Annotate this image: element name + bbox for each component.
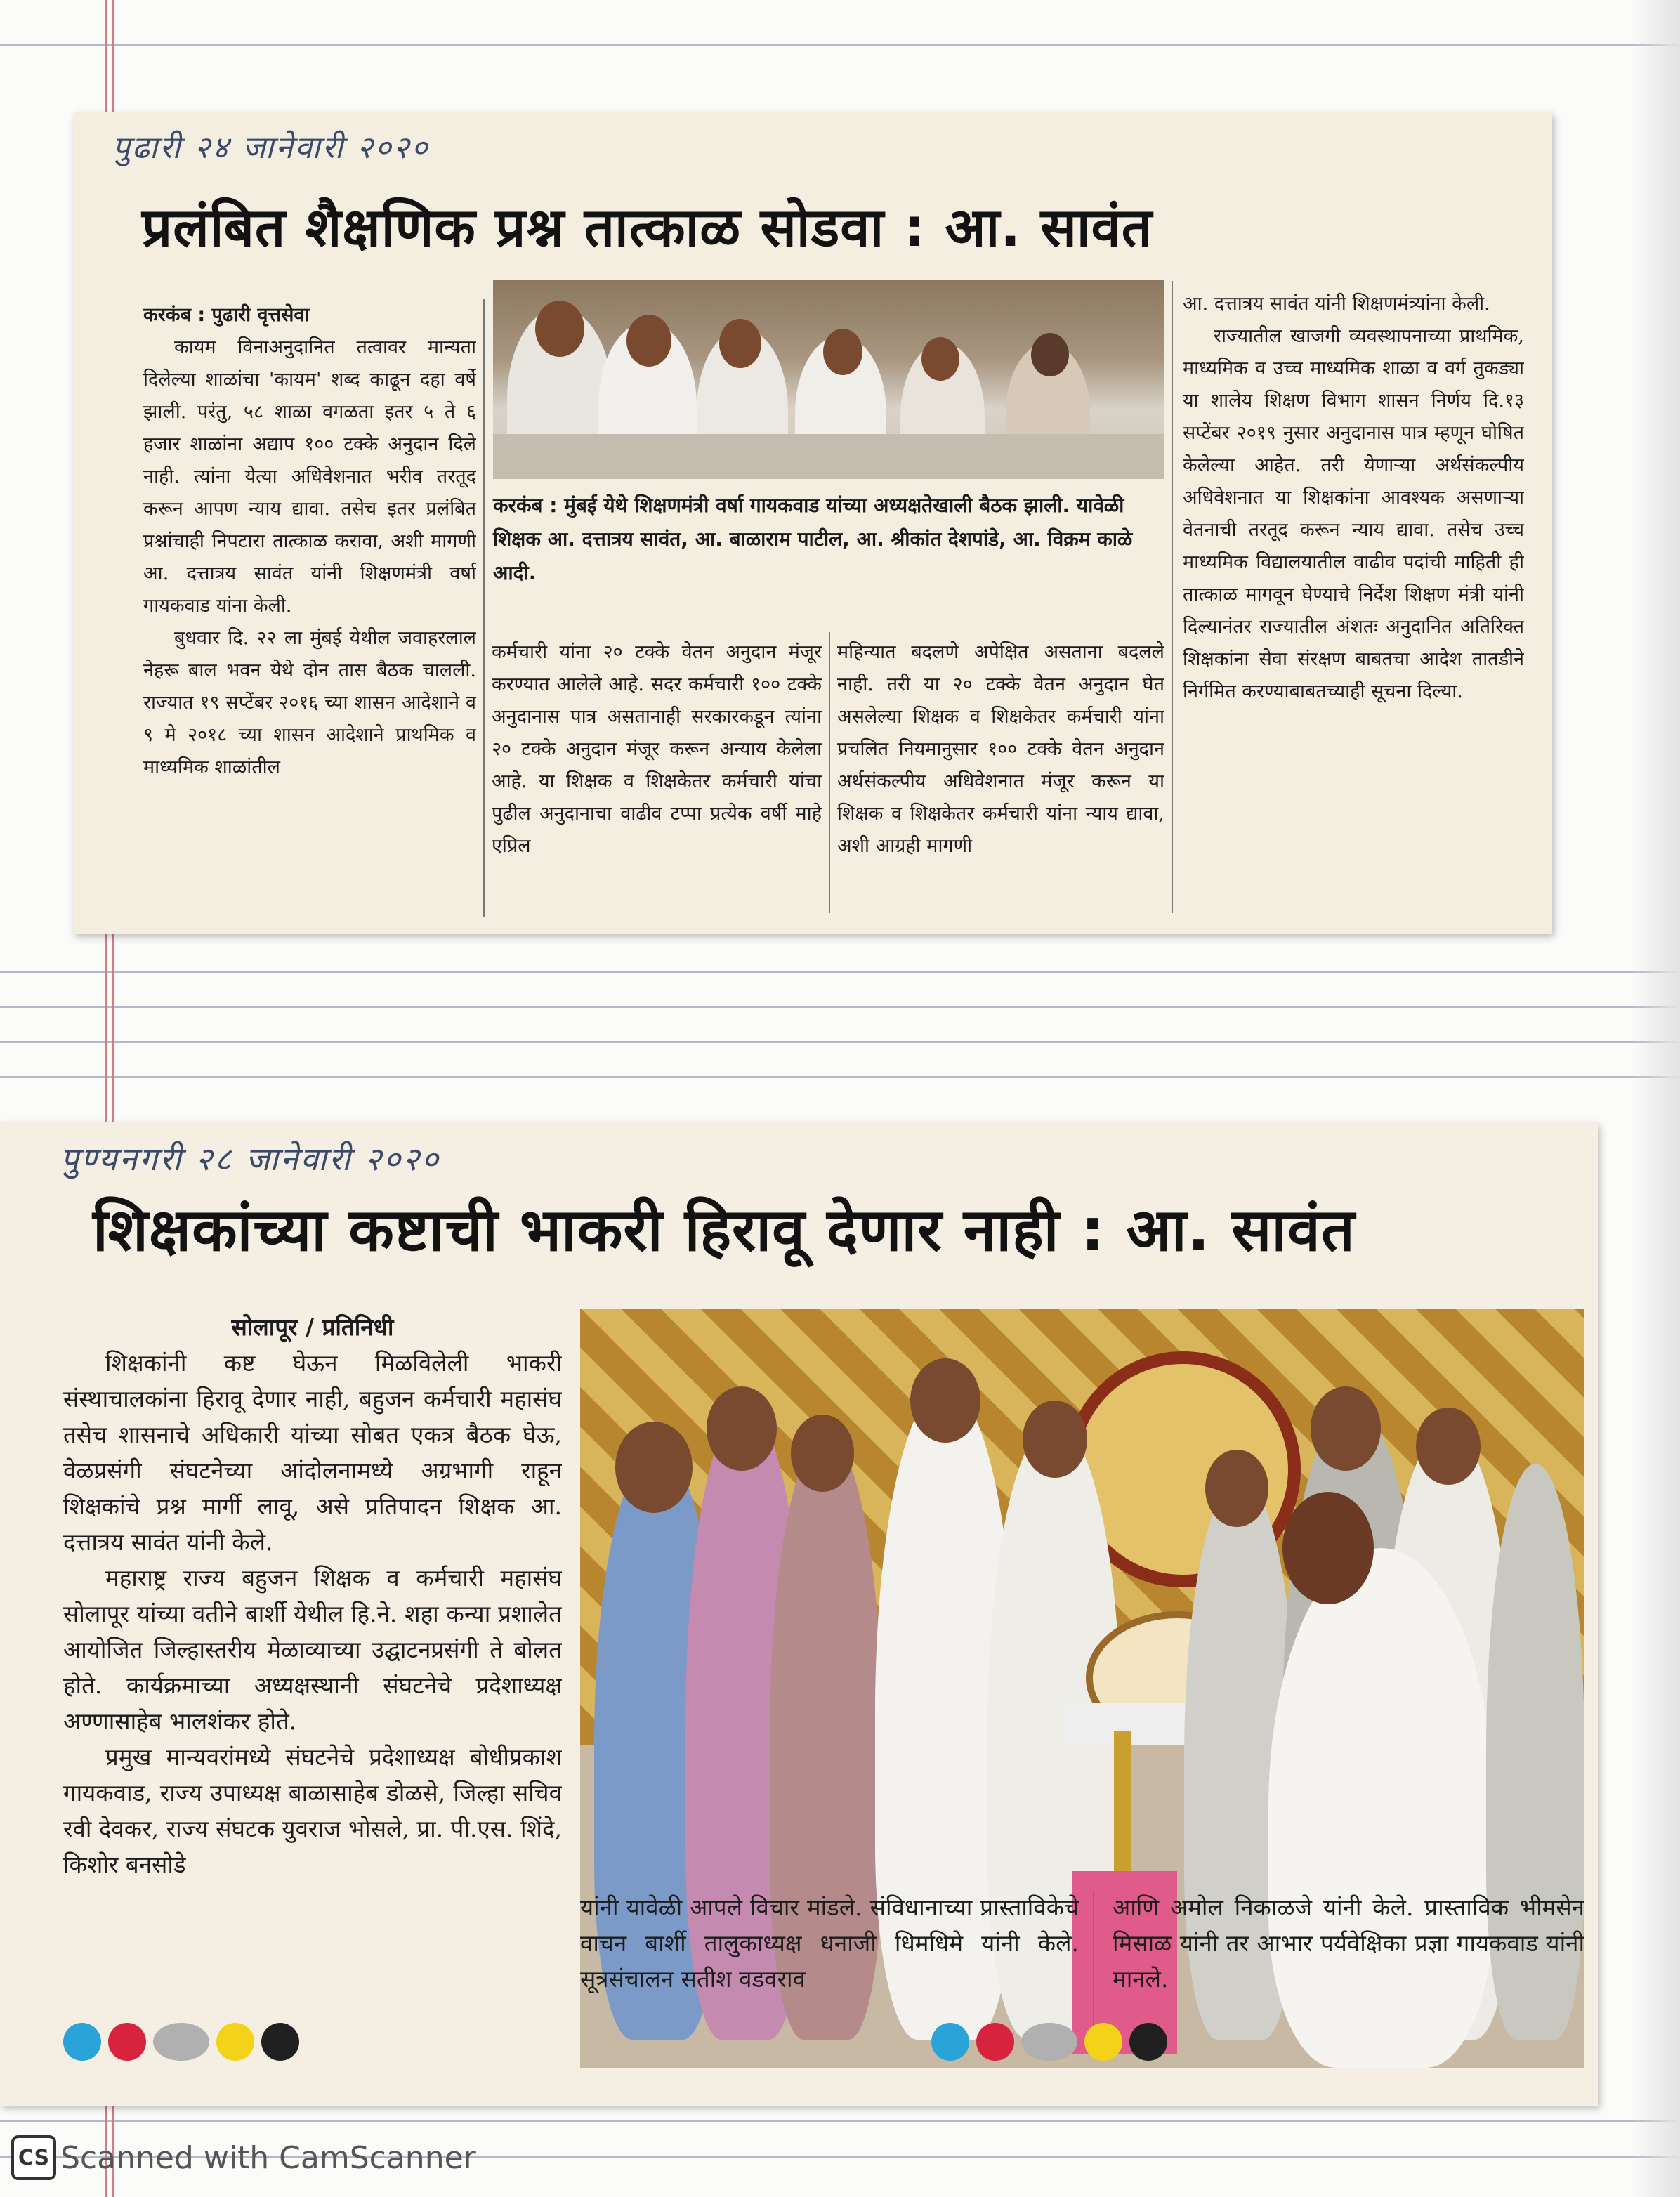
newspaper-clipping-pudhari (73, 112, 1552, 934)
registration-dot-cyan (931, 2023, 969, 2061)
headline: शिक्षकांच्या कष्टाची भाकरी हिरावू देणार नाही : आ. सावंत (93, 1195, 1356, 1264)
paragraph: आ. दत्तात्रय सावंत यांनी शिक्षणमंत्र्यांना केली. (1183, 293, 1490, 315)
registration-dot-magenta (976, 2023, 1014, 2061)
column-rule (1093, 1891, 1094, 2031)
registration-dots (931, 2023, 1167, 2061)
registration-dot-gray (1021, 2023, 1077, 2061)
registration-dot-black (261, 2023, 299, 2061)
paragraph: शिक्षकांनी कष्ट घेऊन मिळविलेली भाकरी संस्थाचालकांना हिरावू देणार नाही, बहुजन कर्मचारी महासंघ तसेच शासनाचे अधिकारी यांच्या सोबत एकत्र बैठक घेऊ, वेळप्रसंगी संघटनेच्या आंदोलनामध्ये अग्रभागी राहून शिक्षकांचे प्रश्न मार्गी लावू, असे प्रतिपादन शिक्षक आ. दत्तात्रय सावंत यांनी केले. (63, 1349, 562, 1556)
photo-caption: करकंब : मुंबई येथे शिक्षणमंत्री वर्षा गायकवाड यांच्या अध्यक्षतेखाली बैठक झाली. यावेळी शिक्षक आ. दत्तात्रय सावंत, आ. बाळाराम पाटील, आ. श्रीकांत देशपांडे, आ. विक्रम काळे आदी. (493, 494, 1133, 584)
paragraph: यांनी यावेळी आपले विचार मांडले. संविधानाच्या प्रास्ताविकेचे वाचन बार्शी तालुकाध्यक्ष धनाजी धिमधिमे यांनी केले. सूत्रसंचालन सतीश वडवराव (580, 1894, 1079, 1993)
headline: प्रलंबित शैक्षणिक प्रश्न तात्काळ सोडवा : आ. सावंत (142, 196, 1153, 258)
article-column-2 (580, 1889, 1079, 2044)
paragraph: कायम विनाअनुदानित तत्वावर मान्यता दिलेल्या शाळांचा 'कायम' शब्द काढून दहा वर्षे झाली. परंतु, ५८ शाळा वगळता इतर ५ ते ६ हजार शाळांना अद्याप १०० टक्के अनुदान दिले नाही. त्यांना येत्या अधिवेशनात भरीव तरतूद करून आपण न्याय द्यावा. तसेच इतर प्रलंबित प्रश्नांचाही निपटारा तात्काळ करावा, अशी मागणी आ. दत्तात्रय सावंत यांनी शिक्षणमंत्री वर्षा गायकवाड यांना केली. (143, 336, 476, 617)
registration-dot-yellow (1084, 2023, 1122, 2061)
paragraph: राज्यातील खाजगी व्यवस्थापनाच्या प्राथमिक, माध्यमिक व उच्च माध्यमिक शाळा व वर्ग तुकड्या या शालेय शिक्षण विभाग शासन निर्णय दि.१३ सप्टेंबर २०१९ नुसार अनुदानास पात्र म्हणून घोषित केलेल्या आहेत. तरी येणाऱ्या अर्थसंकल्पीय अधिवेशनात या शिक्षकांना आवश्यक असणाऱ्या वेतनाची तरतूद करून न्याय द्यावा. तसेच उच्च माध्यमिक विद्यालयातील वाढीव पदांची माहिती ही तात्काळ मागवून घेण्याचे निर्देश शिक्षण मंत्री यांनी दिल्यानंतर राज्यातील अंशतः अनुदानित अतिरिक्त शिक्षकांना सेवा संरक्षण बाबतचा आदेश तातडीने निर्गमित करण्याबाबतच्याही सूचना दिल्या. (1183, 325, 1524, 702)
column-rule (829, 632, 830, 913)
article-column-3 (837, 636, 1164, 924)
paragraph: कर्मचारी यांना २० टक्के वेतन अनुदान मंजूर करण्यात आलेले आहे. सदर कर्मचारी १०० टक्के अनुदानास पात्र असतानाही सरकारकडून त्यांना २० टक्के अनुदान मंजूर करून अन्याय केलेला आहे. या शिक्षक व शिक्षकेतर कर्मचारी यांचा पुढील अनुदानाचा वाढीव टप्पा प्रत्येक वर्षी माहे एप्रिल (492, 641, 822, 857)
column-rule (1172, 281, 1173, 913)
paragraph: आणि अमोल निकाळजे यांनी केले. प्रास्ताविक भीमसेन मिसाळ यांनी तर आभार पर्यवेक्षिका प्रज्ञा गायकवाड यांनी मानले. (1113, 1894, 1584, 1993)
ruled-line (0, 44, 1680, 46)
watermark-text: Scanned with CamScanner (60, 2139, 476, 2176)
ruled-line (0, 1041, 1680, 1043)
conference-table (493, 434, 1164, 479)
registration-dot-cyan (63, 2023, 101, 2061)
ruled-line (0, 971, 1680, 973)
registration-dots (63, 2023, 299, 2061)
article-column-2 (492, 636, 822, 924)
paragraph: प्रमुख मान्यवरांमध्ये संघटनेचे प्रदेशाध्यक्ष बोधीप्रकाश गायकवाड, राज्य उपाध्यक्ष बाळासाहेब डोळसे, जिल्हा सचिव रवी देवकर, राज्य संघटक युवराज भोसले, प्रा. पी.एस. शिंदे, किशोर बनसोडे (63, 1743, 562, 1878)
dateline: करकंब : पुढारी वृत्तसेवा (143, 304, 310, 326)
ruled-line (0, 2120, 1680, 2122)
ruled-line (0, 1076, 1680, 1078)
meeting-photo (493, 280, 1164, 479)
registration-dot-magenta (108, 2023, 146, 2061)
handwritten-source-note: पुण्यनगरी २८ जानेवारी २०२० (60, 1140, 440, 1178)
registration-dot-black (1129, 2023, 1167, 2061)
article-column-1 (63, 1309, 562, 2040)
article-column-1 (143, 299, 476, 924)
paragraph: बुधवार दि. २२ ला मुंबई येथील जवाहरलाल नेहरू बाल भवन येथे दोन तास बैठक चालली. राज्यात १९ सप्टेंबर २०१६ च्या शासन आदेशाने व ९ मे २०१८ च्या शासन आदेशाने प्राथमिक व माध्यमिक शाळांतील (143, 627, 476, 778)
paragraph: महाराष्ट्र राज्य बहुजन शिक्षक व कर्मचारी महासंघ सोलापूर यांच्या वतीने बार्शी येथील हि.ने. शहा कन्या प्रशालेत आयोजित जिल्हास्तरीय मेळाव्याच्या उद्घाटनप्रसंगी ते बोलत होते. कार्यक्रमाच्या अध्यक्षस्थानी संघटनेचे प्रदेशाध्यक्ष अण्णासाहेब भालशंकर होते. (63, 1564, 562, 1735)
ruled-line (0, 1006, 1680, 1008)
paragraph: महिन्यात बदलणे अपेक्षित असताना बदलले नाही. तरी या २० टक्के वेतन अनुदान घेत असलेल्या शिक्षक व शिक्षकेतर कर्मचारी यांना प्रचलित नियमानुसार १०० टक्के वेतन अनुदान अर्थसंकल्पीय अधिवेशनात मंजूर करून या शिक्षक व शिक्षकेतर कर्मचारी यांना न्याय द्यावा, अशी आग्रही मागणी (837, 641, 1164, 857)
column-rule (483, 299, 485, 917)
article-column-4 (1183, 288, 1524, 924)
dateline: सोलापूर / प्रतिनिधी (231, 1313, 394, 1341)
page-edge-shadow (1631, 0, 1680, 2197)
camscanner-logo-icon: CS (11, 2135, 56, 2180)
registration-dot-gray (153, 2023, 209, 2061)
newspaper-clipping-punyanagari (0, 1122, 1598, 2106)
article-column-3 (1113, 1889, 1584, 2044)
oil-lamp (1114, 1731, 1131, 1871)
registration-dot-yellow (216, 2023, 254, 2061)
handwritten-source-note: पुढारी २४ जानेवारी २०२० (112, 130, 430, 166)
camscanner-watermark (11, 2135, 476, 2180)
